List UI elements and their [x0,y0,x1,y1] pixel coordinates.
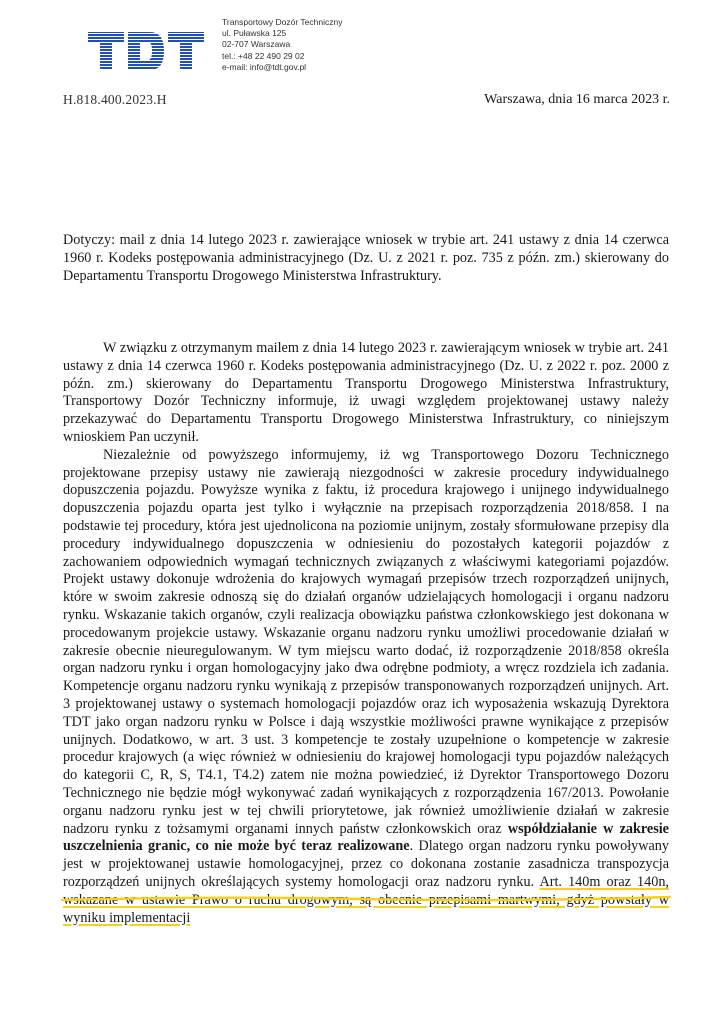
phone: tel.: +48 22 490 29 02 [222,50,305,61]
place-and-date: Warszawa, dnia 16 marca 2023 r. [484,92,670,107]
paragraph-1: W związku z otrzymanym mailem z dnia 14 lutego 2023 r. zawierającym wniosek w trybie art. 241 ustawy z dnia 14 czerwca 1960 r. Kodeks postępowania administracyjnego (Dz. U. z 2022 r. poz. 2000 z późn. zm.) skierowany do Departamentu Transportu Drogowego Ministerstwa Infrastruktury, Transportowy Dozór Techniczny informuje, iż uwagi względem projektowanej ustawy należy przekazywać do Departamentu Transportu Drogowego Ministerstwa Infrastruktury, co niniejszym wnioskiem Pan uczynił. [63,340,669,445]
org-name: Transportowy Dozór Techniczny [222,17,343,27]
paragraph-2-part-1: Niezależnie od powyższego informujemy, iż wg Transportowego Dozoru Technicznego projektowane przepisy ustawy nie zawierają niezgodności w zakresie procedury indywidualnego dopuszczenia pojazdu. Powyższe wynika z faktu, iż procedura krajowego i unijnego indywidualnego dopuszczenia pojazdu oparta jest tylko i wyłącznie na przepisach rozporządzenia 2018/858. I na podstawie tej procedury, która jest ujednolicona na poziomie unijnym, zostały sformułowane przepisy dla procedury indywidualnego dopuszczenia w odniesieniu do pozostałych kategorii pojazdów z zachowaniem odpowiednich wymagań technicznych związanych z właściwymi kategoriami pojazdów. Projekt ustawy dokonuje wdrożenia do krajowych wymagań przepisów trzech rozporządzeń unijnych, które w swoim zakresie odnoszą się do działań organów udzielających homologacji i organu nadzoru rynku. Wskazanie takich organów, czyli realizacja obowiązku państwa członkowskiego jest dokonana w procedowanym projekcie ustawy. Wskazanie organu nadzoru rynku umożliwi procedowanie działań w zakresie obecnie nieuregulowanym. W tym miejscu warto dodać, iż rozporządzenie 2018/858 określa organ nadzoru rynku i organ homologacyjny jako dwa odrębne podmioty, a wręcz rozdziela ich zadania. Kompetencje organu nadzoru rynku wynikają z przepisów transponowanych rozporządzeń unijnych. Art. 3 projektowanej ustawy o systemach homologacji pojazdów oraz ich wyposażenia wskazują Dyrektora TDT jako organ nadzoru rynku w Polsce i dają wszystkie możliwości prawne wynikające z przepisów unijnych. Dodatkowo, w art. 3 ust. 3 kompetencje te zostały uzupełnione o kompetencje w zakresie procedur krajowych (a więc również w odniesieniu do krajowej homologacji typu pojazdów należących do kategorii C, R, S, T4.1, T4.2) zatem nie można powiedzieć, iż Dyrektor Transportowego Dozoru Technicznego nie będzie mógł wykonywać zadań wynikających z rozporządzenia 167/2013. Powołanie organu nadzoru rynku jest w tej chwili priorytetowe, jak również umożliwienie działań w zakresie nadzoru rynku z tożsamymi organami innych państw członkowskich oraz [63,446,669,837]
letterhead-address [222,17,342,73]
paragraph-2 [63,447,669,928]
highlighted-passage: Art. 140m oraz 140n, wskazane w ustawie Prawo o ruchu drogowym, są obecnie przepisami martwymi, gdyż powstały w wyniku implementacji [63,873,669,926]
street: ul. Puławska 125 [222,28,287,39]
email: e-mail: info@tdt.gov.pl [222,61,307,72]
letter-body [63,340,669,927]
highlighter-stroke [60,892,672,906]
paragraph-2-part-2: . Dlatego organ nadzoru rynku powoływany jest w projektowanej ustawie homologacyjnej, przez co dokonana zostanie zasadnicza transpozycja rozporządzeń unijnych określających systemy homologacji oraz nadzoru rynku. [63,838,669,890]
tdt-logo [88,28,204,74]
reference-number: H.818.400.2023.H [63,92,167,107]
paragraph-2-bold: współdziałanie w zakresie uszczelnienia granic, co nie może być teraz realizowane [63,820,669,855]
subject: Dotyczy: mail z dnia 14 lutego 2023 r. zawierające wniosek w trybie art. 241 ustawy z dnia 14 czerwca 1960 r. Kodeks postępowania administracyjnego (Dz. U. z 2021 r. poz. 735 z późn. zm.) skierowany do Departamentu Transportu Drogowego Ministerstwa Infrastruktury. [63,232,669,284]
postal-code: 02-707 Warszawa [222,39,291,50]
